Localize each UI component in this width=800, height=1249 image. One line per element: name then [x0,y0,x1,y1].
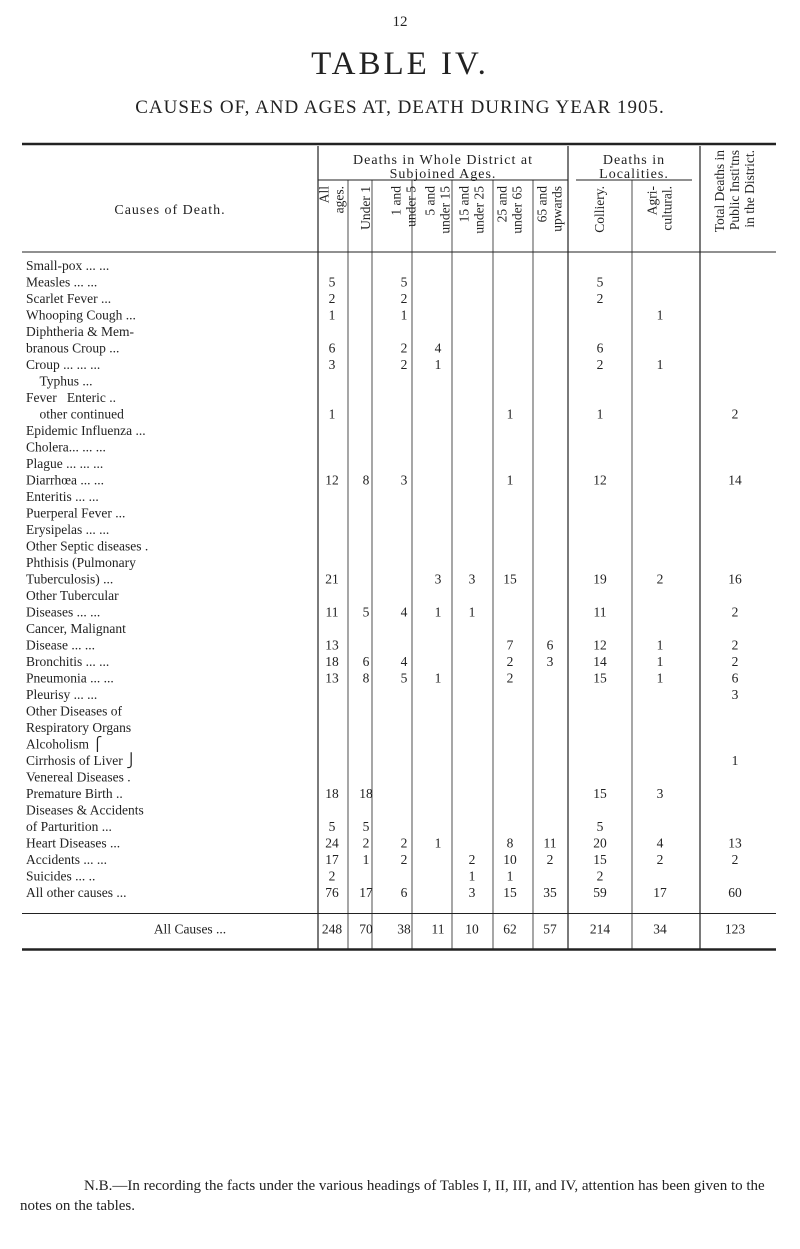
row-label: Alcoholism ⎧ [26,736,103,752]
row-label: Phthisis (Pulmonary [26,555,136,570]
total-value: 57 [543,921,557,937]
row-label: Diarrhœa ... ... [26,472,104,488]
header-col-2: 1 and [388,186,404,216]
header-col-1: Under 1 [358,186,373,230]
cell-value: 8 [506,835,514,851]
cell-value: 5 [328,274,336,290]
row-label: Epidemic Influenza ... [26,423,146,438]
row-label: Erysipelas ... ... [26,522,110,537]
cell-value: 2 [506,670,514,686]
row-label: Fever Enteric .. [26,390,116,405]
total-value: 38 [397,921,411,937]
cell-value: 2 [400,291,408,306]
header-col-6: upwards [549,186,565,232]
cell-value: 18 [359,786,373,801]
total-value: 70 [359,921,373,937]
total-value: 123 [724,921,746,937]
row-label: Diseases & Accidents [26,802,144,818]
cell-value: 1 [506,406,514,422]
cell-value: 5 [328,819,336,834]
cell-value: 8 [362,670,370,686]
cell-value: 2 [596,357,604,372]
cell-value: 2 [731,604,739,620]
cell-value: 13 [728,835,742,851]
cell-value: 2 [731,654,739,669]
cell-value: 14 [728,472,742,488]
cell-value: 4 [400,604,408,620]
header-col-8: Agri- [644,186,660,216]
cell-value: 2 [731,637,739,653]
row-label: Plague ... ... ... [26,456,104,471]
cell-value: 18 [325,654,339,669]
header-col-6: 65 and [534,186,550,223]
total-value: 248 [321,921,343,937]
cell-value: 6 [596,340,604,356]
cell-value: 1 [656,637,664,653]
cell-value: 3 [468,571,476,587]
cell-value: 5 [362,604,370,620]
cell-value: 1 [468,604,476,620]
footnote: N.B.—In recording the facts under the various headings of Tables I, II, III, and IV, attention has been given to the notes on the tables. [20,1178,765,1214]
cell-value: 2 [400,340,408,356]
cell-value: 5 [362,819,370,834]
cell-value: 8 [362,472,370,488]
cell-value: 13 [325,670,339,686]
cell-value: 5 [400,670,408,686]
cell-value: 2 [596,291,604,306]
cell-value: 6 [328,340,336,356]
row-label: Pneumonia ... ... [26,670,114,686]
cell-value: 1 [731,753,739,768]
cell-value: 35 [543,885,557,900]
header-col-9: Total Deaths in [712,150,727,233]
cell-value: 1 [328,307,336,323]
header-causes: Causes of Death. [114,203,226,218]
cell-value: 6 [400,885,408,900]
cell-value: 15 [593,670,607,686]
header-col-0: ages. [331,186,347,214]
cell-value: 3 [656,786,664,801]
cell-value: 1 [506,472,514,488]
row-label: Respiratory Organs [26,720,132,735]
cell-value: 3 [400,472,408,488]
header-group-localities-sub: Localities. [599,167,669,182]
row-label: Venereal Diseases . [26,769,131,785]
cell-value: 2 [731,852,739,867]
cell-value: 2 [506,654,514,669]
cell-value: 3 [731,687,739,702]
cell-value: 5 [596,819,604,834]
row-label: Croup ... ... ... [26,357,101,372]
cell-value: 59 [593,885,607,900]
cell-value: 1 [656,357,664,372]
row-label: Premature Birth .. [26,786,123,801]
header-group-whole: Deaths in Whole District at [353,153,533,168]
cell-value: 2 [328,291,336,306]
row-label: Scarlet Fever ... [26,291,112,306]
cell-value: 7 [506,637,514,653]
cell-value: 4 [656,835,664,851]
cell-value: 1 [434,604,442,620]
row-label: Other Septic diseases . [26,538,149,554]
row-label: Disease ... ... [26,637,95,653]
cell-value: 10 [503,852,517,867]
row-label: Pleurisy ... ... [26,687,98,702]
cell-value: 4 [400,654,408,669]
cell-value: 3 [546,654,554,669]
total-value: 214 [589,921,611,937]
total-value: 10 [465,921,479,937]
row-label: Tuberculosis) ... [26,571,114,587]
header-col-7: Colliery. [592,186,607,233]
cell-value: 1 [656,654,664,669]
cell-value: 20 [593,835,607,851]
cell-value: 1 [434,357,442,372]
total-label: All Causes ... [153,921,227,937]
total-value: 11 [431,921,445,937]
row-label: branous Croup ... [26,340,120,356]
cell-value: 1 [362,852,370,867]
row-label: Small-pox ... ... [26,258,110,273]
row-label: Cholera... ... ... [26,439,106,455]
header-col-0: All [316,186,332,204]
cell-value: 1 [434,670,442,686]
cell-value: 12 [593,637,607,653]
cell-value: 16 [728,571,742,587]
header-group-whole-sub: Subjoined Ages. [389,167,497,182]
cell-value: 1 [656,307,664,323]
cell-value: 15 [503,571,517,587]
cell-value: 3 [328,357,336,372]
cell-value: 6 [731,670,739,686]
header-col-2: under 5 [403,186,419,227]
cell-value: 1 [400,307,408,323]
header-col-4: 15 and [456,186,472,223]
header-col-3: under 15 [437,186,453,234]
cell-value: 2 [596,868,604,884]
cell-value: 60 [728,885,742,900]
cell-value: 1 [468,868,476,884]
cell-value: 76 [325,885,339,900]
header-col-5: 25 and [494,186,510,223]
row-label: Whooping Cough ... [26,307,136,323]
header-col-9: in the District. [742,150,757,228]
row-label: Cirrhosis of Liver ⎭ [26,753,137,768]
cell-value: 2 [362,835,370,851]
row-label: Measles ... ... [26,274,98,290]
cell-value: 11 [325,604,339,620]
cell-value: 24 [325,835,339,851]
row-label: Diseases ... ... [26,604,101,620]
cell-value: 2 [731,406,739,422]
cell-value: 15 [593,852,607,867]
cell-value: 1 [506,868,514,884]
cell-value: 1 [596,406,604,422]
header-col-9: Public Insti'tns [727,150,742,231]
cell-value: 17 [653,885,667,900]
row-label: Enteritis ... ... [26,489,99,504]
cell-value: 6 [546,637,554,653]
row-label: Other Diseases of [26,703,122,719]
page-number: 12 [392,14,408,30]
cell-value: 14 [593,654,607,669]
cell-value: 2 [656,571,664,587]
cell-value: 2 [546,852,554,867]
cell-value: 17 [325,852,339,867]
row-label: All other causes ... [26,885,127,900]
cell-value: 21 [325,571,339,587]
cell-value: 3 [434,571,442,587]
cell-value: 11 [543,835,557,851]
cell-value: 4 [434,340,442,356]
cell-value: 2 [656,852,664,867]
row-label: Typhus ... [26,373,93,389]
cell-value: 5 [400,274,408,290]
cell-value: 17 [359,885,373,900]
cell-value: 2 [400,835,408,851]
header-col-4: under 25 [471,186,487,234]
row-label: Diphtheria & Mem- [26,324,134,339]
header-col-5: under 65 [509,186,525,234]
cell-value: 3 [468,885,476,900]
row-label: Puerperal Fever ... [26,505,126,521]
cell-value: 2 [400,357,408,372]
header-col-3: 5 and [422,186,438,216]
cell-value: 12 [325,472,339,488]
cell-value: 12 [593,472,607,488]
cell-value: 1 [434,835,442,851]
page-subtitle: CAUSES OF, AND AGES AT, DEATH DURING YEAR 1905. [135,97,665,118]
row-label: Accidents ... ... [26,852,107,867]
header-group-localities: Deaths in [602,153,666,168]
cell-value: 1 [328,406,336,422]
row-label: other continued [26,406,124,422]
cell-value: 13 [325,637,339,653]
cell-value: 2 [400,852,408,867]
cell-value: 15 [503,885,517,900]
cell-value: 11 [593,604,607,620]
page-title: TABLE IV. [311,46,489,82]
cell-value: 2 [328,868,336,884]
cell-value: 15 [593,786,607,801]
cell-value: 6 [362,654,370,669]
cell-value: 2 [468,852,476,867]
total-value: 34 [653,921,667,937]
total-value: 62 [503,921,517,937]
row-label: Other Tubercular [26,588,119,603]
cell-value: 5 [596,274,604,290]
row-label: Cancer, Malignant [26,621,126,636]
cell-value: 19 [593,571,607,587]
cell-value: 1 [656,670,664,686]
cell-value: 18 [325,786,339,801]
header-col-8: cultural. [659,186,675,231]
row-label: Suicides ... .. [26,868,96,884]
row-label: Bronchitis ... ... [26,654,110,669]
row-label: of Parturition ... [26,819,112,834]
row-label: Heart Diseases ... [26,835,121,851]
